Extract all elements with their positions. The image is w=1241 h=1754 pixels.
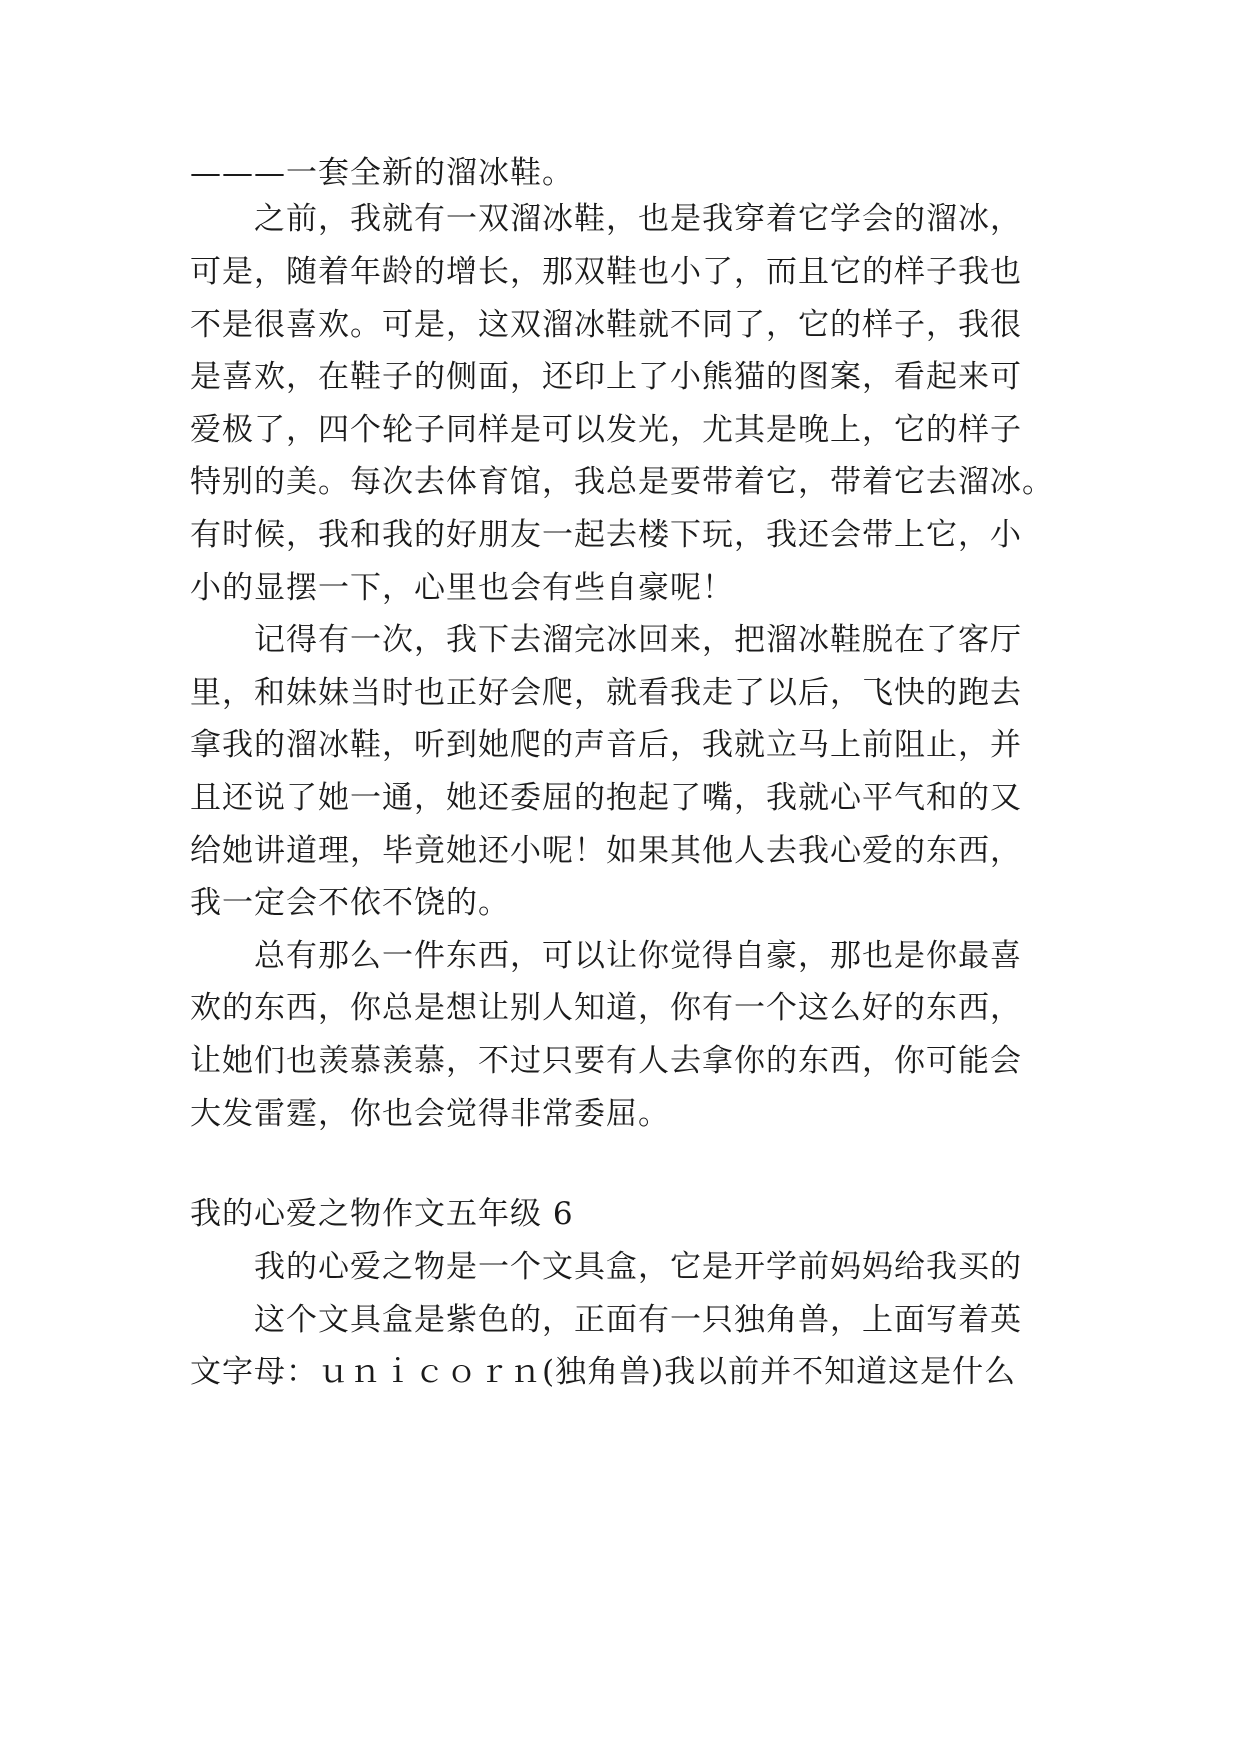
text-line: 爱极了，四个轮子同样是可以发光，尤其是晚上，它的样子 <box>190 412 1022 448</box>
text-line: 让她们也羡慕羡慕，不过只要有人去拿你的东西，你可能会 <box>190 1043 1022 1079</box>
section-heading: 我的心爱之物作文五年级 6 <box>190 1196 574 1232</box>
text-line: 有时候，我和我的好朋友一起去楼下玩，我还会带上它，小 <box>190 517 1022 553</box>
text-line: ———一套全新的溜冰鞋。 <box>190 155 574 191</box>
text-line: 给她讲道理，毕竟她还小呢！如果其他人去我心爱的东西， <box>190 833 1022 869</box>
paragraph-first-line: 总有那么一件东西，可以让你觉得自豪，那也是你最喜 <box>254 938 1022 974</box>
text-line: 不是很喜欢。可是，这双溜冰鞋就不同了，它的样子，我很 <box>190 307 1022 343</box>
text-line: 欢的东西，你总是想让别人知道，你有一个这么好的东西， <box>190 990 1022 1026</box>
text-line: 且还说了她一通，她还委屈的抱起了嘴，我就心平气和的又 <box>190 780 1022 816</box>
text-line: 特别的美。每次去体育馆，我总是要带着它，带着它去溜冰。 <box>190 464 1054 500</box>
text-line: 我一定会不依不饶的。 <box>190 885 510 921</box>
paragraph-first-line: 我的心爱之物是一个文具盒，它是开学前妈妈给我买的 <box>254 1249 1022 1285</box>
paragraph-first-line: 记得有一次，我下去溜完冰回来，把溜冰鞋脱在了客厅 <box>254 622 1022 658</box>
text-line: 是喜欢，在鞋子的侧面，还印上了小熊猫的图案，看起来可 <box>190 359 1022 395</box>
text-line: 大发雷霆，你也会觉得非常委屈。 <box>190 1096 670 1132</box>
text-line: 可是，随着年龄的增长，那双鞋也小了，而且它的样子我也 <box>190 254 1022 290</box>
paragraph-first-line: 之前，我就有一双溜冰鞋，也是我穿着它学会的溜冰， <box>254 201 1022 237</box>
text-line: 拿我的溜冰鞋，听到她爬的声音后，我就立马上前阻止，并 <box>190 727 1022 763</box>
paragraph-first-line: 这个文具盒是紫色的，正面有一只独角兽，上面写着英 <box>254 1302 1022 1338</box>
text-line: 里，和妹妹当时也正好会爬，就看我走了以后，飞快的跑去 <box>190 675 1022 711</box>
text-line: 文字母：ｕｎｉｃｏｒｎ(独角兽)我以前并不知道这是什么 <box>190 1354 1017 1390</box>
text-line: 小的显摆一下，心里也会有些自豪呢！ <box>190 570 734 606</box>
